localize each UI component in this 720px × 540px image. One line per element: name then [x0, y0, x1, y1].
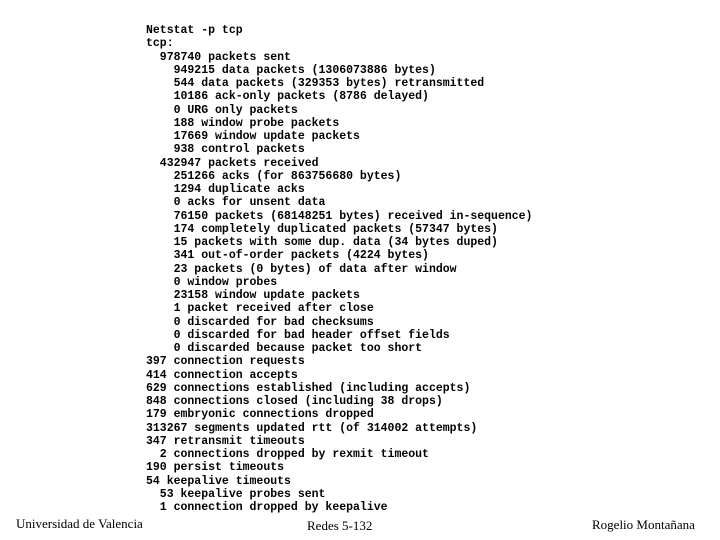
output-line: 0 discarded for bad header offset fields — [146, 328, 450, 342]
output-line: 544 data packets (329353 bytes) retransmitted — [146, 77, 485, 90]
output-line: 76150 packets (68148251 bytes) received in-sequence) — [146, 209, 533, 223]
output-line: 0 discarded because packet too short — [146, 342, 423, 355]
output-line: 0 URG only packets — [146, 103, 298, 117]
output-line: 341 out-of-order packets (4224 bytes) — [146, 249, 429, 263]
footer-university: Universidad de Valencia — [16, 516, 143, 531]
output-line: 938 control packets — [146, 143, 305, 157]
output-line: 23158 window update packets — [146, 289, 360, 302]
output-line: 1 packet received after close — [146, 302, 374, 316]
output-line: 313267 segments updated rtt (of 314002 attempts) — [146, 421, 478, 435]
output-line: 1 connection dropped by keepalive — [146, 501, 388, 514]
output-line: 0 window probes — [146, 275, 278, 289]
footer-slide-number: Redes 5-132 — [307, 518, 373, 533]
output-line: 251266 acks (for 863756680 bytes) — [146, 169, 402, 183]
output-line: 978740 packets sent — [146, 50, 291, 64]
output-line: 0 acks for unsent data — [146, 196, 326, 210]
output-line: 848 connections closed (including 38 drops) — [146, 395, 443, 408]
output-line: 53 keepalive probes sent — [146, 487, 326, 501]
output-line: 347 retransmit timeouts — [146, 434, 305, 448]
output-line: 629 connections established (including accepts) — [146, 381, 471, 395]
footer-author: Rogelio Montañana — [592, 517, 695, 532]
output-line: 2 connections dropped by rexmit timeout — [146, 448, 429, 461]
output-line: 0 discarded for bad checksums — [146, 315, 374, 329]
output-line: tcp: — [146, 37, 174, 51]
output-line: 188 window probe packets — [146, 116, 340, 130]
output-line: 190 persist timeouts — [146, 461, 285, 475]
output-line: 17669 window update packets — [146, 130, 360, 143]
output-line: 15 packets with some dup. data (34 bytes duped) — [146, 236, 498, 249]
netstat-output — [146, 24, 532, 514]
output-line: 23 packets (0 bytes) of data after window — [146, 262, 457, 276]
output-line: 1294 duplicate acks — [146, 183, 305, 196]
output-line: 414 connection accepts — [146, 368, 298, 382]
output-line: 432947 packets received — [146, 156, 319, 170]
output-line: 10186 ack-only packets (8786 delayed) — [146, 90, 429, 104]
output-line: 949215 data packets (1306073886 bytes) — [146, 63, 436, 77]
output-line: 179 embryonic connections dropped — [146, 408, 374, 422]
output-line: 174 completely duplicated packets (57347 bytes) — [146, 222, 498, 236]
output-line: 397 connection requests — [146, 355, 305, 369]
output-line: Netstat -p tcp — [146, 24, 243, 37]
output-line: 54 keepalive timeouts — [146, 474, 291, 488]
